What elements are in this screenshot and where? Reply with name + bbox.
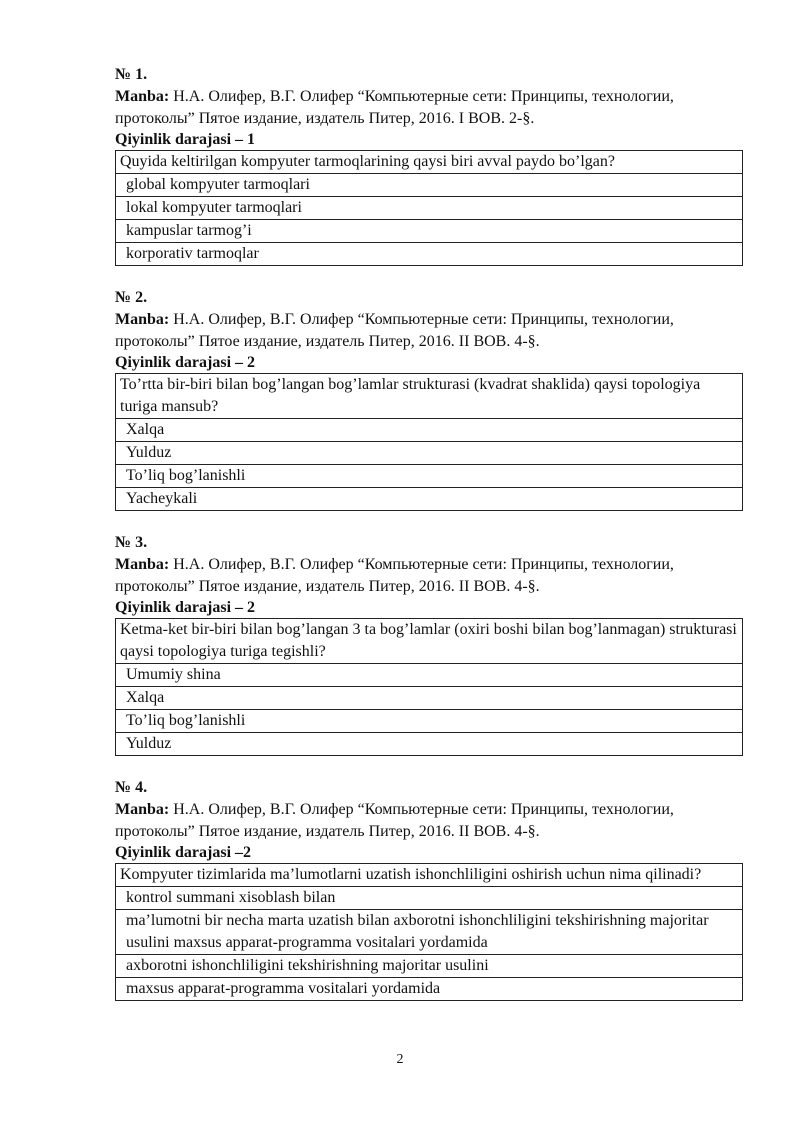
difficulty-level: Qiyinlik darajasi – 2 [115, 354, 256, 371]
answer-option: Xalqa [116, 687, 743, 710]
source-label: Manba: [115, 556, 170, 573]
answer-option: kampuslar tarmog’i [116, 220, 743, 243]
source-label: Manba: [115, 801, 170, 818]
question-source [115, 554, 743, 598]
answer-option: To’liq bog’lanishli [116, 710, 743, 733]
difficulty-level: Qiyinlik darajasi – 1 [115, 131, 256, 148]
answer-option: To’liq bog’lanishli [116, 465, 743, 488]
question-text: Kompyuter tizimlarida ma’lumotlarni uzatish ishonchliligini oshirish uchun nima qilinadi? [116, 864, 743, 887]
answer-option: Yulduz [116, 442, 743, 465]
source-label: Manba: [115, 88, 170, 105]
question-source [115, 799, 743, 843]
question-number: № 3. [115, 534, 148, 551]
document-page [115, 64, 743, 1022]
question-source [115, 86, 743, 130]
question-block-2 [115, 287, 743, 511]
question-block-1 [115, 64, 743, 266]
answer-option: axborotni ishonchliligini tekshirishning majoritar usulini [116, 955, 743, 978]
question-number: № 1. [115, 66, 148, 83]
answer-option: lokal kompyuter tarmoqlari [116, 197, 743, 220]
source-text: Н.А. Олифер, В.Г. Олифер “Компьютерные сети: Принципы, технологии, протоколы” Пятое издание, издатель Питер, 2016. II ВОВ. 4-§. [115, 801, 674, 840]
difficulty-level: Qiyinlik darajasi – 2 [115, 599, 256, 616]
answer-option: Yulduz [116, 733, 743, 756]
question-source [115, 309, 743, 353]
question-text: To’rtta bir-biri bilan bog’langan bog’lamlar strukturasi (kvadrat shaklida) qaysi topologiya turiga mansub? [116, 374, 743, 419]
question-block-4 [115, 777, 743, 1001]
answer-option: ma’lumotni bir necha marta uzatish bilan axborotni ishonchliligini tekshirishning majoritar usulini maxsus apparat-programma vositalari yordamida [116, 910, 743, 955]
page-number: 2 [396, 1052, 404, 1067]
answer-option: global kompyuter tarmoqlari [116, 174, 743, 197]
source-text: Н.А. Олифер, В.Г. Олифер “Компьютерные сети: Принципы, технологии, протоколы” Пятое издание, издатель Питер, 2016. I ВОВ. 2-§. [115, 88, 674, 127]
question-text: Ketma-ket bir-biri bilan bog’langan 3 ta bog’lamlar (oxiri boshi bilan bog’lanmagan) strukturasi qaysi topologiya turiga tegishli? [116, 619, 743, 664]
source-label: Manba: [115, 311, 170, 328]
source-text: Н.А. Олифер, В.Г. Олифер “Компьютерные сети: Принципы, технологии, протоколы” Пятое издание, издатель Питер, 2016. II ВОВ. 4-§. [115, 556, 674, 595]
difficulty-level: Qiyinlik darajasi –2 [115, 844, 252, 861]
question-table [115, 150, 743, 266]
question-block-3 [115, 532, 743, 756]
question-text: Quyida keltirilgan kompyuter tarmoqlarining qaysi biri avval paydo bo’lgan? [116, 151, 743, 174]
question-table [115, 373, 743, 511]
question-table [115, 863, 743, 1001]
answer-option: kontrol summani xisoblash bilan [116, 887, 743, 910]
question-table [115, 618, 743, 756]
answer-option: korporativ tarmoqlar [116, 243, 743, 266]
source-text: Н.А. Олифер, В.Г. Олифер “Компьютерные сети: Принципы, технологии, протоколы” Пятое издание, издатель Питер, 2016. II ВОВ. 4-§. [115, 311, 674, 350]
answer-option: Umumiy shina [116, 664, 743, 687]
question-number: № 4. [115, 779, 148, 796]
question-number: № 2. [115, 289, 148, 306]
answer-option: Yacheykali [116, 488, 743, 511]
answer-option: Xalqa [116, 419, 743, 442]
answer-option: maxsus apparat-programma vositalari yordamida [116, 978, 743, 1001]
